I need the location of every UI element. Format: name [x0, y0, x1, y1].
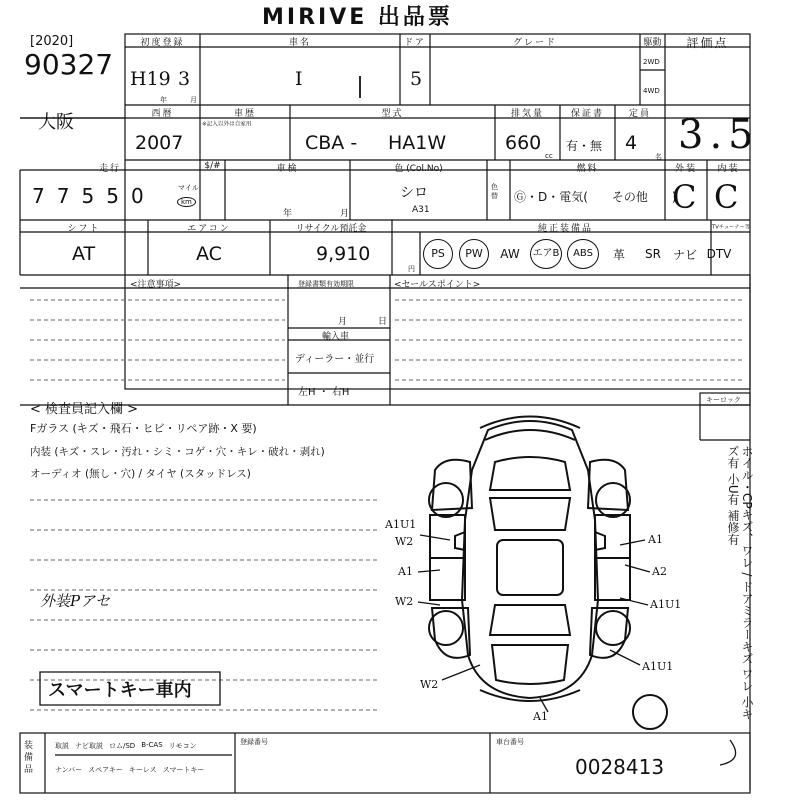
equip-item: リモコン: [168, 742, 197, 750]
yen-unit: 円: [408, 265, 415, 273]
inspector-label: < 検査員記入欄 >: [30, 402, 139, 417]
equip-item: 取説: [55, 742, 69, 750]
mileage-label: 走行: [98, 164, 121, 174]
doors-label: ドア: [404, 38, 426, 48]
color-label: 色 (Col.No): [394, 164, 443, 174]
model-prefix: CBA -: [305, 132, 358, 154]
aircon-value: AC: [196, 243, 222, 265]
recycle-value: 9,910: [316, 243, 371, 265]
equip-item: キーレス: [128, 766, 157, 774]
warranty-value: 有・無: [566, 139, 603, 153]
equip-section-label: 装備品: [24, 741, 34, 775]
equipment-row: [420, 236, 750, 272]
mileage-digit: 5: [106, 184, 131, 208]
mileage-unit-mile: マイル: [178, 184, 199, 192]
tv-tuner-label: TVチューナー等: [712, 223, 751, 230]
inspection-year: 年: [283, 209, 293, 219]
history-label: 車歴: [233, 109, 256, 119]
equipment-label: 純正装備品: [537, 224, 593, 234]
mileage-digit: 7: [56, 184, 82, 208]
damage-mark: W2: [395, 535, 414, 548]
fuel-value: Ⓖ・D・電気( その他 ): [514, 190, 677, 204]
car-name-value: I: [295, 68, 303, 90]
color-number: A31: [412, 205, 430, 215]
western-year-label: 西暦: [151, 109, 174, 119]
import-label: 輸入車: [322, 332, 350, 342]
serial-label: 登録番号: [240, 738, 268, 746]
inspection-label: 車検: [276, 164, 299, 174]
first-reg-month: 3: [178, 68, 191, 90]
reg-day: 日: [378, 317, 388, 327]
damage-mark: W2: [420, 678, 439, 691]
equip-abs: ABS: [567, 239, 599, 269]
lot-number: 90327: [24, 48, 114, 81]
shift-label: シフト: [67, 224, 101, 234]
doors-value: 5: [410, 68, 423, 90]
side-note: ホイル・CPキズ、ワレ / ドアミラーキズ ワレ 小キズ有 小U有 補修有: [726, 445, 754, 720]
mileage-digits: [32, 184, 156, 208]
interior-note: 内装 (キズ・スレ・汚れ・シミ・コゲ・穴・キレ・破れ・剥れ): [30, 446, 325, 458]
damage-mark: W2: [395, 595, 414, 608]
auction-year: [2020]: [30, 34, 74, 49]
equip-navi: ナビ: [672, 247, 697, 262]
equip-item: スペアキー: [88, 766, 123, 774]
equip-item: ナビ取説: [75, 742, 103, 750]
mileage-digit: 5: [81, 184, 107, 208]
car-name-label: 車名: [288, 38, 311, 48]
equip-sunroof: SR: [645, 247, 661, 261]
shift-value: AT: [72, 243, 96, 265]
score-label: 評価点: [686, 36, 729, 50]
displacement-label: 排気量: [510, 109, 544, 119]
first-reg-era: H19: [130, 68, 171, 90]
chassis-label: 車台番号: [496, 738, 524, 746]
audio-note: オーディオ (無し・穴) / タイヤ (スタッドレス): [30, 468, 251, 480]
fuel-label: 燃料: [576, 164, 599, 174]
equip-item: スマートキー: [162, 766, 205, 774]
damage-mark: A1U1: [642, 660, 674, 673]
equip-dtv: DTV: [706, 247, 732, 261]
color-value: シロ: [400, 185, 428, 201]
drive-4wd: 4WD: [643, 87, 660, 95]
inspection-month: 月: [340, 209, 350, 219]
equip-leather: 革: [612, 247, 625, 262]
mileage-unit-km: km: [177, 197, 196, 207]
equip-airbag: エアB: [530, 239, 562, 269]
chassis-number: 0028413: [575, 755, 665, 779]
equip-item: ロム/SD: [109, 742, 136, 750]
mileage-digit: 0: [130, 184, 156, 208]
capacity-label: 定員: [628, 109, 651, 119]
equip-ps: PS: [423, 239, 453, 269]
damage-mark: A1U1: [385, 518, 417, 531]
import-type: ディーラー・並行: [295, 354, 375, 365]
exterior-value: C: [672, 178, 697, 216]
car-diagram: [430, 417, 630, 702]
cc-unit: cc: [545, 152, 553, 160]
handle-side: 左H ・ 右H: [298, 387, 350, 398]
model-value: HA1W: [388, 132, 447, 154]
month-unit: 月: [190, 96, 197, 104]
reg-month: 月: [338, 317, 348, 327]
interior-value: C: [714, 178, 739, 216]
glass-note: Fガラス (キズ・飛石・ヒビ・リペア跡・X 要): [30, 422, 257, 435]
displacement-value: 660: [505, 132, 542, 154]
handwritten-note-1: 外装Pアセ: [40, 592, 110, 610]
damage-mark: A2: [652, 565, 667, 578]
equip-item: B-CAS: [141, 741, 163, 749]
drive-2wd: 2WD: [643, 58, 660, 66]
exterior-label: 外装: [674, 164, 697, 174]
reg-date-label: 登録書類有効期限: [298, 280, 354, 288]
venue: 大阪: [38, 112, 74, 133]
grade-label: グレード: [512, 38, 557, 48]
key-lock-label: キーロック: [706, 396, 741, 404]
drive-label: 駆動: [643, 38, 662, 48]
first-reg-label: 初度登録: [140, 38, 185, 48]
person-unit: 名: [655, 153, 662, 161]
equip-item: ナンバー: [55, 766, 83, 774]
equip-row-2: [55, 765, 204, 775]
equip-row-1: [55, 741, 197, 751]
year-value: 2007: [135, 132, 184, 154]
score-value: 3.5: [678, 112, 760, 158]
damage-mark: A1U1: [650, 598, 682, 611]
year-unit: 年: [160, 96, 167, 104]
damage-mark: A1: [398, 565, 413, 578]
capacity-value: 4: [625, 132, 638, 154]
mileage-digit: 7: [32, 184, 57, 208]
aircon-label: エアコン: [187, 224, 231, 234]
notes-label: <注意事項>: [130, 280, 182, 290]
model-label: 型式: [381, 109, 404, 119]
damage-mark: A1: [533, 710, 548, 723]
sales-point-label: <セールスポイント>: [394, 280, 481, 290]
color-change: 色替: [491, 183, 498, 200]
damage-mark: A1: [648, 533, 663, 546]
handwritten-note-2: スマートキー車内: [48, 680, 192, 701]
history-sub: ※記入以外は自家用: [202, 120, 252, 128]
recycle-label: リサイクル預託金: [295, 224, 367, 234]
warranty-label: 保証書: [570, 109, 604, 119]
equip-pw: PW: [459, 239, 489, 269]
equip-aw: AW: [500, 247, 520, 261]
interior-label: 内装: [717, 164, 740, 174]
odo-note: $/#: [204, 161, 221, 171]
form-title: MIRIVE 出品票: [262, 5, 453, 30]
